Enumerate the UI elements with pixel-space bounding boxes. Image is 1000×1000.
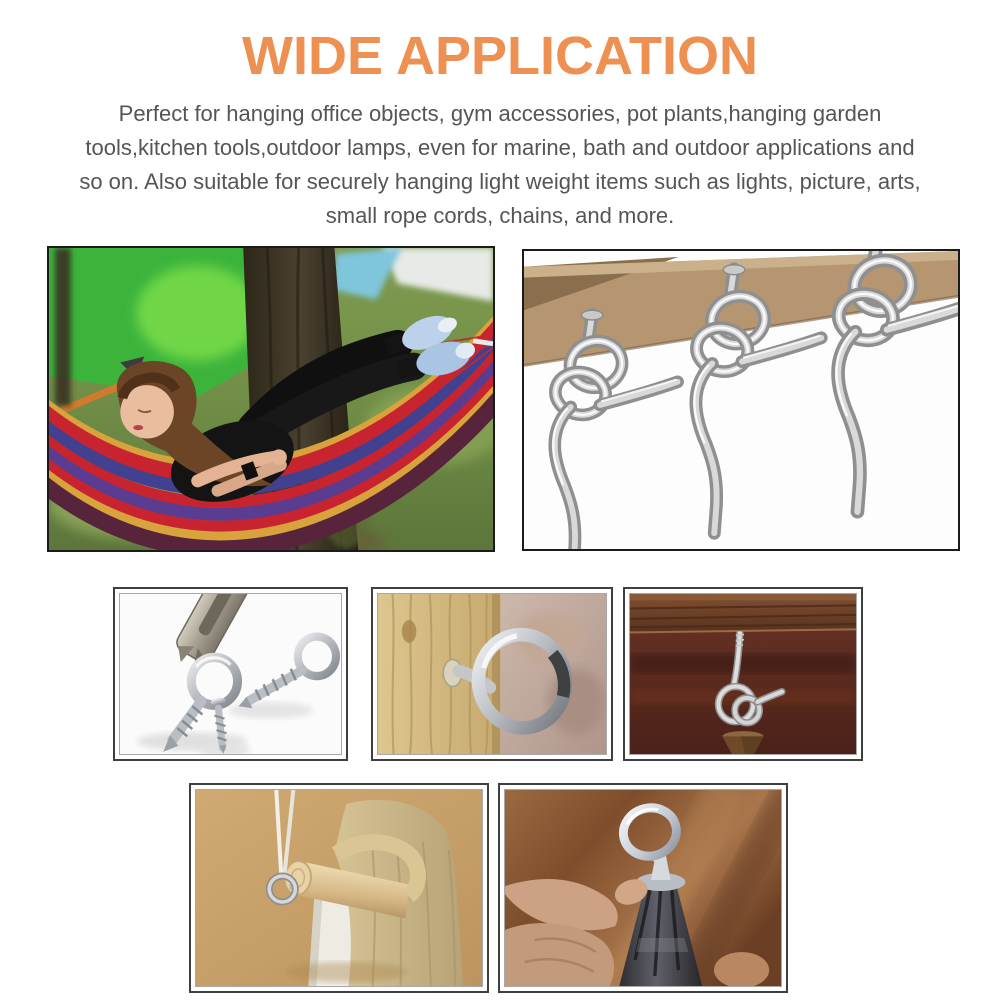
hanging-scroll-photo <box>195 789 483 987</box>
eye-screws-frame <box>113 587 348 761</box>
hanging-scroll-frame <box>189 783 489 993</box>
description-paragraph <box>0 97 1000 233</box>
hammock-photo <box>47 246 495 552</box>
description-line: so on. Also suitable for securely hanging light weight items such as lights, picture, arts, <box>79 169 921 194</box>
drill-chuck-photo <box>504 789 782 987</box>
drill-chuck-frame <box>498 783 788 993</box>
eye-bolt-photo <box>377 593 607 755</box>
description-line: small rope cords, chains, and more. <box>325 203 675 228</box>
description-line: Perfect for hanging office objects, gym accessories, pot plants,hanging garden <box>118 101 882 126</box>
spring-hook-frame <box>623 587 863 761</box>
eye-bolt-frame <box>371 587 613 761</box>
page-title: WIDE APPLICATION <box>242 26 758 86</box>
description-line: tools,kitchen tools,outdoor lamps, even for marine, bath and outdoor applications and <box>85 135 915 160</box>
ceiling-hooks-photo <box>522 249 960 551</box>
spring-hook-photo <box>629 593 857 755</box>
eye-screws-photo <box>119 593 342 755</box>
